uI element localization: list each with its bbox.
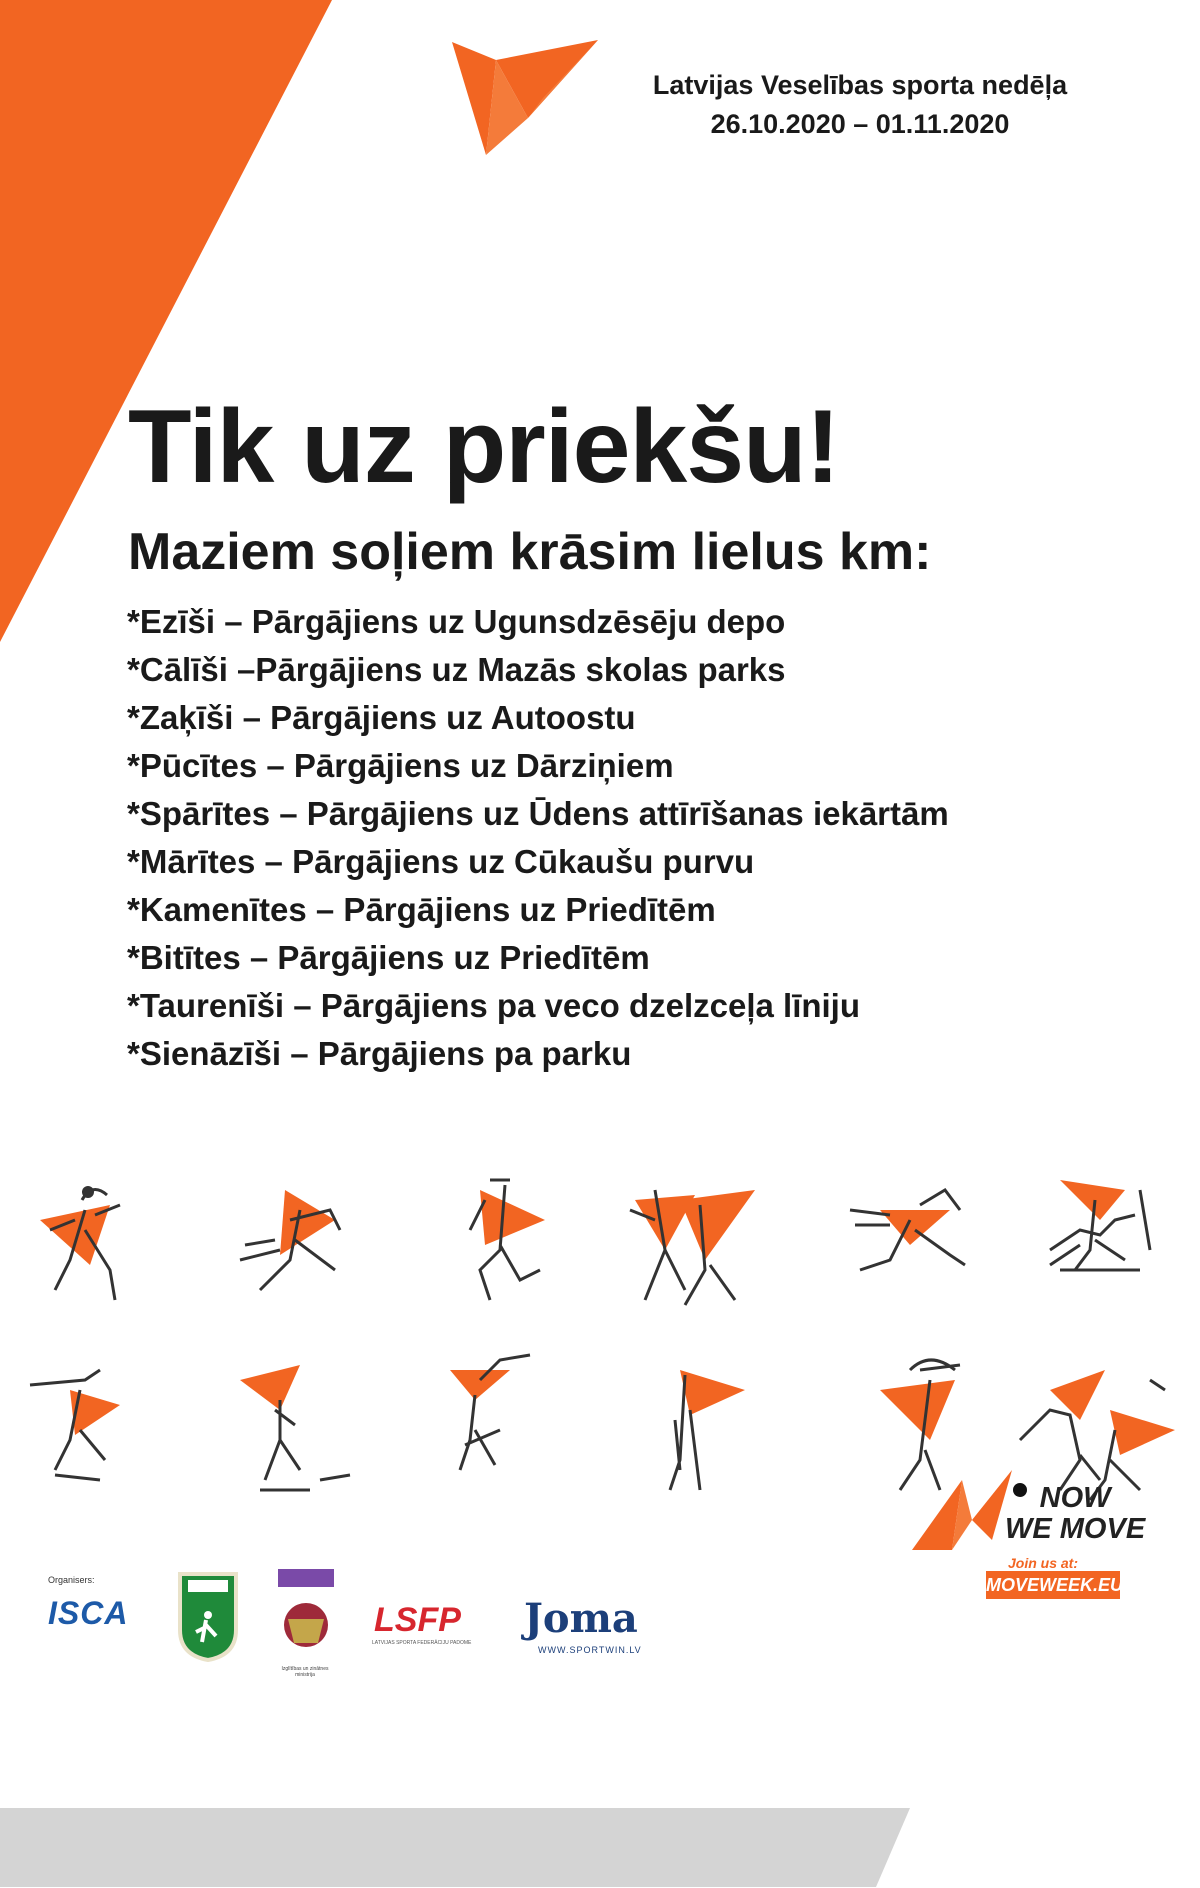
list-item: *Kamenītes – Pārgājiens uz Priedītēm: [127, 891, 716, 928]
lsfp-subtitle: LATVIJAS SPORTA FEDERĀCIJU PADOME: [372, 1640, 472, 1646]
sport-figure-icon: [240, 1365, 350, 1490]
sport-figure-icon: [670, 1370, 745, 1490]
isca-logo: ISCA: [48, 1595, 129, 1631]
sport-figure-icon: [450, 1355, 530, 1470]
list-item: *Pūcītes – Pārgājiens uz Dārziņiem: [127, 747, 674, 784]
page-subheadline: Maziem soļiem krāsim lielus km:: [128, 523, 932, 581]
moveweek-link[interactable]: MOVEWEEK.EU: [986, 1571, 1120, 1599]
sport-figure-icon: [850, 1190, 965, 1270]
lsfa-shield-logo: [176, 1570, 240, 1662]
event-name: Latvijas Veselības sporta nedēļa: [652, 70, 1068, 100]
lsfp-logo: LSFP: [374, 1601, 461, 1639]
join-us-label: Join us at:: [1008, 1555, 1079, 1571]
organisers-label: Organisers:: [48, 1575, 95, 1585]
list-item: *Ezīši – Pārgājiens uz Ugunsdzēsēju depo: [127, 603, 786, 640]
now-we-move-text: [1005, 1483, 1145, 1545]
grey-diagonal-band: [0, 1808, 1200, 1888]
joma-logo: Joma: [524, 1595, 638, 1642]
sport-figure-icon: [630, 1190, 755, 1305]
list-item: *Taurenīši – Pārgājiens pa veco dzelzceļa līniju: [127, 987, 861, 1024]
nwm-line1: NOW: [1039, 1482, 1111, 1514]
sport-figure-icon: [40, 1186, 120, 1300]
sport-figure-icon: [470, 1180, 545, 1300]
sport-figure-icon: [1013, 1370, 1175, 1500]
list-item: *Spārītes – Pārgājiens uz Ūdens attīrīšanas iekārtām: [127, 795, 949, 832]
list-item: *Zaķīši – Pārgājiens uz Autoostu: [127, 699, 636, 736]
event-dates: 26.10.2020 – 01.11.2020: [710, 109, 1010, 139]
sport-figure-icon: [240, 1190, 340, 1290]
group-hike-list: [127, 598, 949, 1078]
sport-figure-icon: [1050, 1180, 1150, 1270]
page-headline: Tik uz priekšu!: [128, 389, 840, 505]
list-item: *Sienāzīši – Pārgājiens pa parku: [127, 1035, 632, 1072]
latvia-coat-of-arms: [278, 1569, 334, 1665]
list-item: *Mārītes – Pārgājiens uz Cūkaušu purvu: [127, 843, 755, 880]
list-item: *Bitītes – Pārgājiens uz Priedītēm: [127, 939, 650, 976]
list-item: *Cālīši –Pārgājiens uz Mazās skolas parks: [127, 651, 786, 688]
event-header: [560, 66, 1160, 144]
joma-website: WWW.SPORTWIN.LV: [538, 1645, 642, 1655]
nwm-line2: WE MOVE: [1005, 1513, 1146, 1545]
sport-figure-icon: [30, 1370, 120, 1480]
ministry-label: Izglītības un zinātnes ministrija: [281, 1666, 329, 1678]
